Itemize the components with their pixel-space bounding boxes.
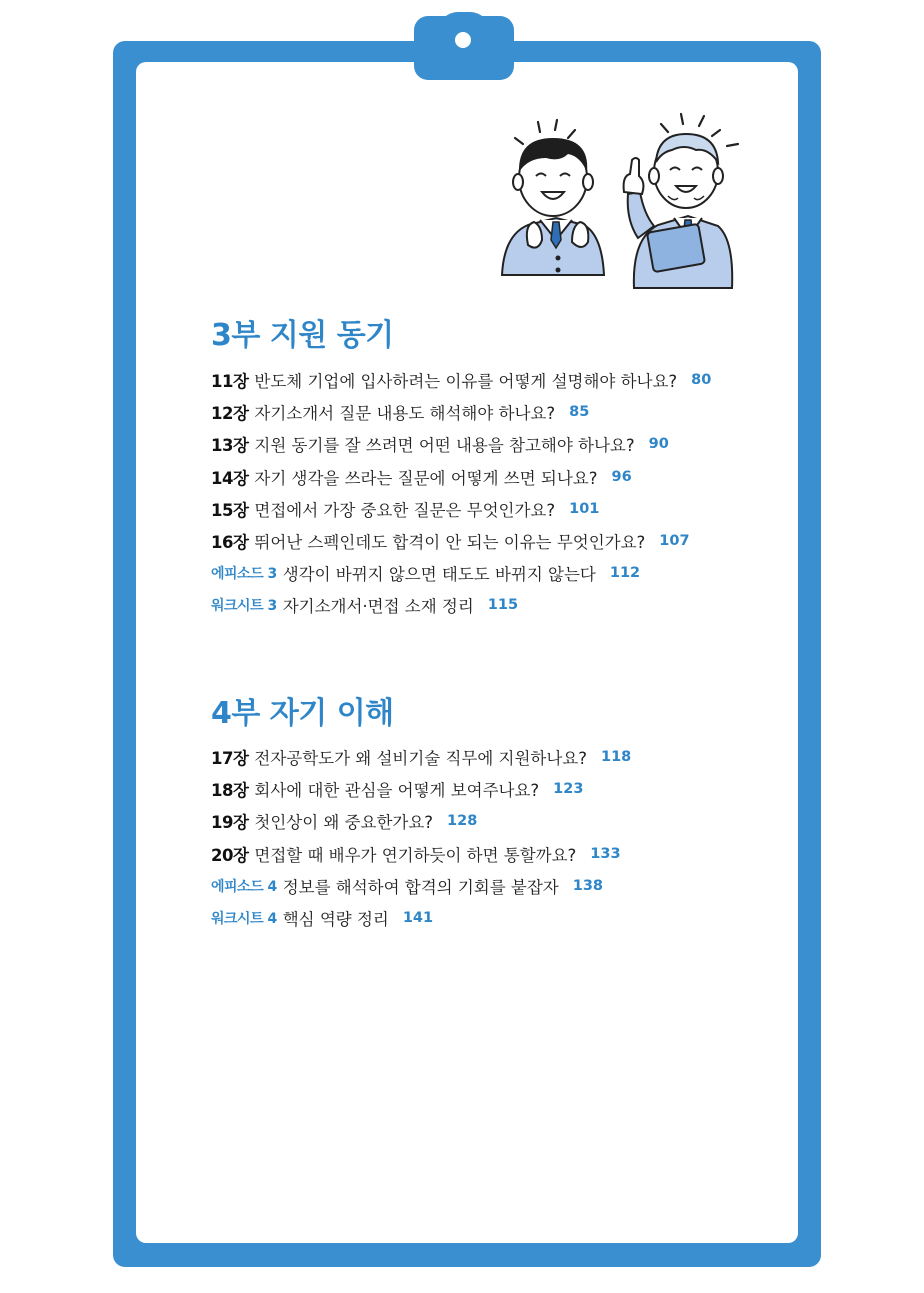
toc-item-worksheet[interactable]	[211, 902, 631, 934]
toc-item[interactable]	[211, 396, 711, 428]
chapter-label: 18장	[211, 781, 249, 801]
page-number: 115	[487, 597, 519, 614]
worksheet-label: 워크시트 3	[211, 598, 277, 615]
toc-item[interactable]	[211, 364, 711, 396]
chapter-label: 19장	[211, 813, 249, 833]
chapter-label: 15장	[211, 500, 249, 520]
page-number: 112	[609, 565, 641, 582]
page-number: 96	[611, 468, 632, 485]
page-number: 138	[572, 877, 604, 894]
page-number: 141	[402, 910, 434, 927]
page-number: 118	[600, 749, 632, 766]
section-title-part4: 4부 자기 이해	[211, 696, 394, 731]
page-number: 128	[447, 813, 478, 830]
chapter-title: 뛰어난 스펙인데도 합격이 안 되는 이유는 무엇인가요?	[254, 533, 646, 553]
page-number: 80	[691, 372, 712, 389]
toc-item[interactable]	[211, 741, 631, 773]
two-businessmen-illustration	[498, 110, 748, 295]
chapter-title: 면접에서 가장 중요한 질문은 무엇인가요?	[254, 500, 556, 520]
chapter-title: 첫인상이 왜 중요한가요?	[254, 813, 434, 833]
section-title-part3: 3부 지원 동기	[211, 318, 394, 353]
chapter-title: 회사에 대한 관심을 어떻게 보여주나요?	[254, 781, 540, 801]
episode-label: 에피소드 3	[211, 566, 277, 583]
toc-item[interactable]	[211, 838, 631, 870]
clipboard-clip	[414, 16, 514, 80]
chapter-label: 17장	[211, 749, 249, 769]
toc-item[interactable]	[211, 773, 631, 805]
chapter-label: 14장	[211, 468, 249, 488]
page-number: 101	[569, 500, 600, 517]
toc-item[interactable]	[211, 428, 711, 460]
worksheet-title: 핵심 역량 정리	[282, 910, 389, 930]
page-number: 133	[590, 845, 621, 862]
page-number: 85	[569, 404, 590, 421]
clip-hole	[455, 32, 471, 48]
episode-title: 생각이 바뀌지 않으면 태도도 바뀌지 않는다	[282, 565, 596, 585]
chapter-label: 12장	[211, 404, 249, 424]
toc-item[interactable]	[211, 461, 711, 493]
chapter-title: 면접할 때 배우가 연기하듯이 하면 통할까요?	[254, 845, 577, 865]
toc-item-episode[interactable]	[211, 557, 711, 589]
toc-item[interactable]	[211, 805, 631, 837]
chapter-label: 16장	[211, 533, 249, 553]
worksheet-label: 워크시트 4	[211, 911, 277, 928]
toc-list-part3	[211, 364, 711, 622]
chapter-title: 자기소개서 질문 내용도 해석해야 하나요?	[254, 404, 556, 424]
toc-item-episode[interactable]	[211, 870, 631, 902]
chapter-title: 지원 동기를 잘 쓰려면 어떤 내용을 참고해야 하나요?	[254, 436, 635, 456]
chapter-label: 20장	[211, 845, 249, 865]
toc-item-worksheet[interactable]	[211, 589, 711, 621]
episode-label: 에피소드 4	[211, 878, 277, 895]
toc-list-part4	[211, 741, 631, 934]
page-number: 123	[553, 781, 584, 798]
chapter-title: 자기 생각을 쓰라는 질문에 어떻게 쓰면 되나요?	[254, 468, 598, 488]
chapter-label: 13장	[211, 436, 249, 456]
episode-title: 정보를 해석하여 합격의 기회를 붙잡자	[282, 877, 559, 897]
toc-item[interactable]	[211, 493, 711, 525]
toc-item[interactable]	[211, 525, 711, 557]
chapter-label: 11장	[211, 372, 249, 392]
page-number: 90	[648, 436, 669, 453]
worksheet-title: 자기소개서·면접 소재 정리	[282, 597, 474, 617]
page-number: 107	[659, 533, 690, 550]
chapter-title: 반도체 기업에 입사하려는 이유를 어떻게 설명해야 하나요?	[254, 372, 678, 392]
chapter-title: 전자공학도가 왜 설비기술 직무에 지원하나요?	[254, 749, 587, 769]
